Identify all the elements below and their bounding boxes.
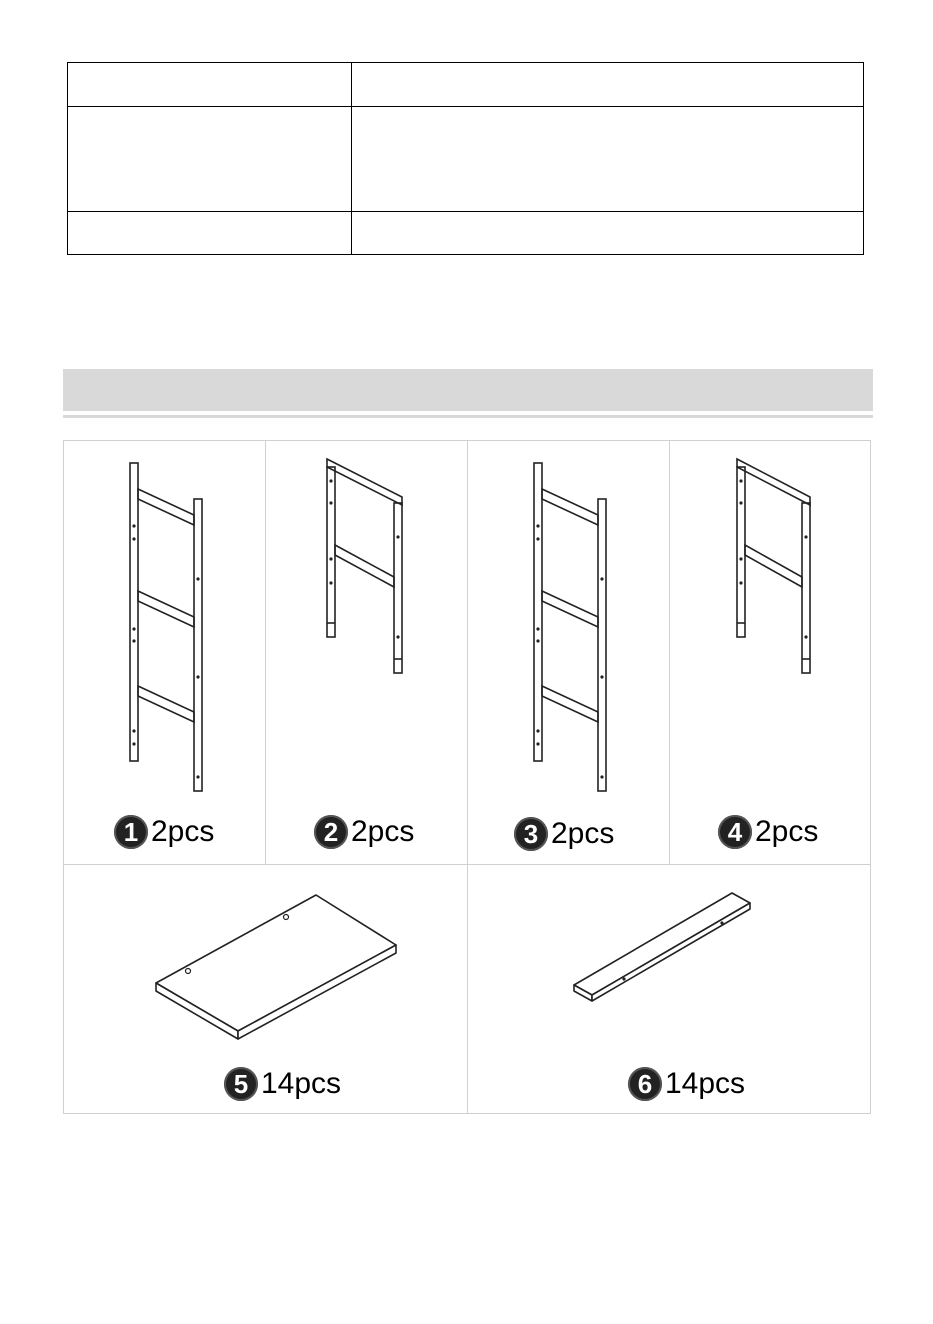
part-cell	[670, 441, 871, 864]
section-divider	[63, 415, 873, 418]
part-label	[224, 1067, 341, 1101]
spec-value	[352, 63, 864, 107]
spec-value	[352, 107, 864, 212]
part-cell	[266, 441, 467, 864]
part-cell	[468, 441, 669, 864]
part-label	[628, 1067, 745, 1101]
part-label	[314, 815, 414, 849]
parts-grid	[63, 440, 871, 1114]
part-quantity: 2pcs	[755, 815, 819, 848]
parts-section-header	[63, 369, 873, 411]
spec-label	[68, 212, 352, 255]
part-number-badge: 3	[514, 817, 548, 851]
part-number-badge: 5	[224, 1067, 258, 1101]
part-cell	[64, 441, 265, 864]
part-cell	[468, 865, 871, 1114]
part-label	[114, 815, 214, 849]
ladder-frame-three-rung-icon	[468, 441, 669, 864]
spec-value	[352, 212, 864, 255]
frame-two-rung-icon	[266, 441, 467, 864]
spec-label	[68, 63, 352, 107]
part-label	[718, 815, 818, 849]
part-quantity: 2pcs	[151, 815, 215, 848]
part-label	[514, 817, 614, 851]
part-number-badge: 4	[718, 815, 752, 849]
part-number-badge: 1	[114, 815, 148, 849]
spec-table	[67, 62, 864, 255]
part-quantity: 2pcs	[351, 815, 415, 848]
ladder-frame-three-rung-icon	[64, 441, 265, 864]
spec-row	[68, 212, 864, 255]
spec-row	[68, 107, 864, 212]
part-number-badge: 6	[628, 1067, 662, 1101]
part-quantity: 14pcs	[665, 1067, 746, 1100]
part-number-badge: 2	[314, 815, 348, 849]
frame-two-rung-icon	[670, 441, 871, 864]
part-quantity: 14pcs	[261, 1067, 342, 1100]
spec-label	[68, 107, 352, 212]
part-quantity: 2pcs	[551, 817, 615, 850]
spec-row	[68, 63, 864, 107]
part-cell	[64, 865, 467, 1114]
